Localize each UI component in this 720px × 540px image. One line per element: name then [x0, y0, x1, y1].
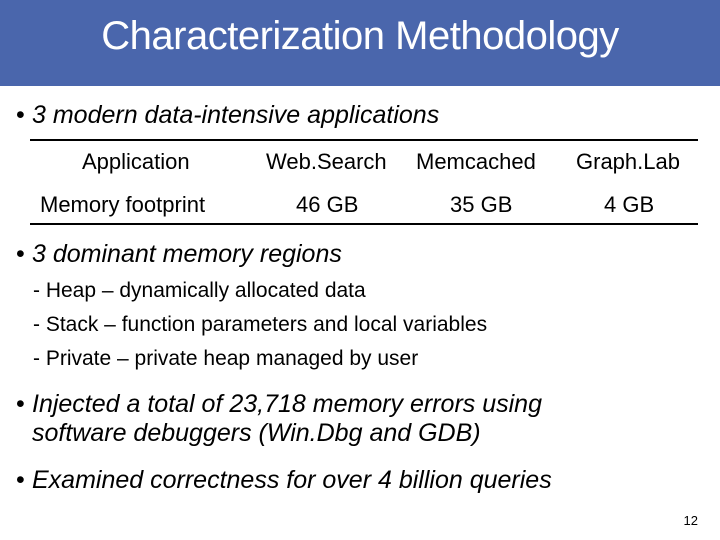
- table-cell-graphlab: 4 GB: [604, 192, 655, 217]
- title-bar: [0, 0, 720, 86]
- bullet-applications: [16, 101, 439, 130]
- region-private: - Private – private heap managed by user: [33, 347, 419, 370]
- applications-table: [30, 139, 698, 225]
- region-heap: - Heap – dynamically allocated data: [33, 279, 366, 302]
- table-header-websearch: Web.Search: [266, 149, 387, 174]
- bullet-marker: •: [16, 101, 25, 129]
- table-cell-websearch: 46 GB: [296, 192, 359, 217]
- region-stack: - Stack – function parameters and local variables: [33, 313, 488, 336]
- bullet-text: Examined correctness for over 4 billion queries: [32, 466, 552, 494]
- bullet-marker: •: [16, 390, 25, 418]
- bullet-text-line2: software debuggers (Win.Dbg and GDB): [32, 419, 481, 447]
- bullet-memory-regions: [16, 240, 342, 269]
- bullet-injected-errors: [16, 390, 542, 448]
- table-header-memcached: Memcached: [416, 149, 536, 174]
- table-header-label: Application: [82, 149, 190, 174]
- table-cell-memcached: 35 GB: [450, 192, 513, 217]
- bullet-text: 3 modern data-intensive applications: [32, 101, 440, 129]
- page-number: 12: [683, 513, 698, 528]
- bullet-text: 3 dominant memory regions: [32, 240, 342, 268]
- bullet-marker: •: [16, 240, 25, 268]
- table-header-graphlab: Graph.Lab: [576, 149, 680, 174]
- slide-title: Characterization Methodology: [101, 14, 619, 58]
- bullet-text-line1: Injected a total of 23,718 memory errors using: [32, 390, 542, 418]
- bullet-examined-correctness: [16, 466, 552, 495]
- bullet-marker: •: [16, 466, 25, 494]
- table-row-label: Memory footprint: [40, 192, 206, 217]
